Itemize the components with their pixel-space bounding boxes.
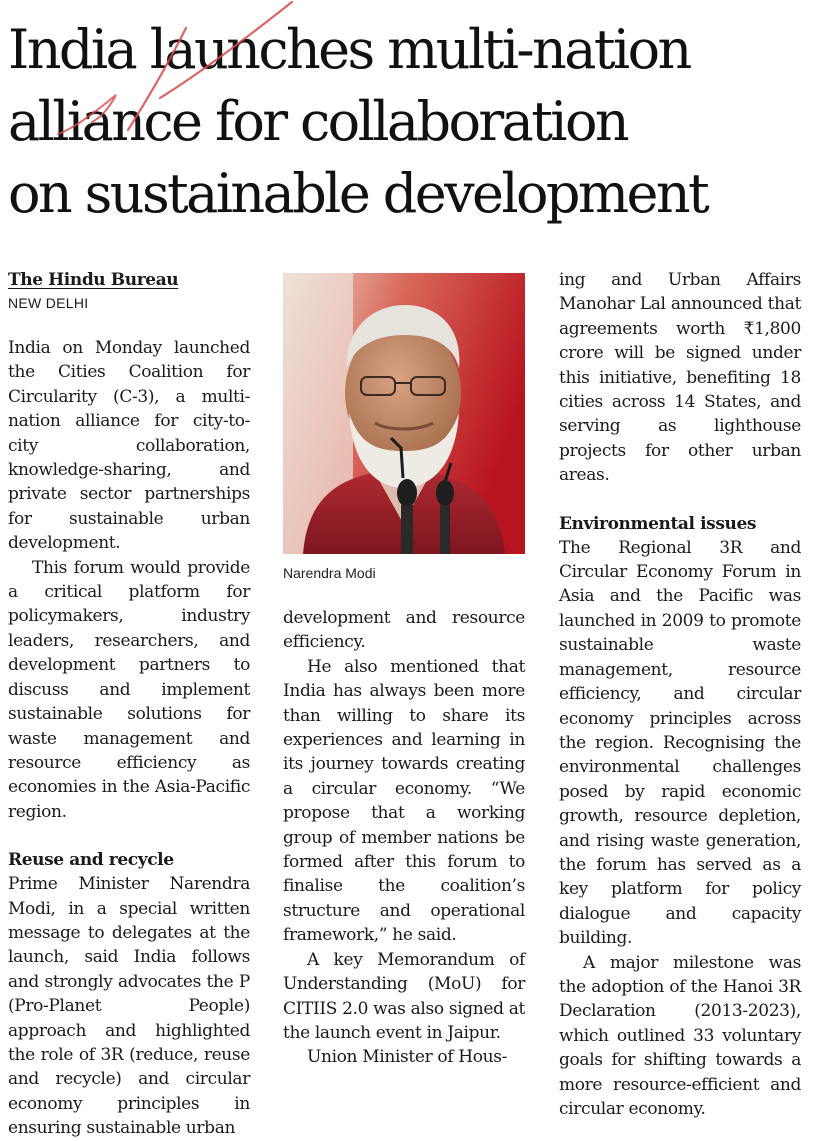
paragraph: A major milestone was the adoption of the Hanoi 3R Declaration (2013-2023), which outlined 33 voluntary goals for shifting towards a more resource-efficient and circular economy. bbox=[559, 952, 801, 1119]
paragraph: A key Memorandum of Understanding (MoU) for CITIIS 2.0 was also signed at the launch event in Jaipur. bbox=[283, 949, 525, 1043]
headline-line-1: India launches multi-nation bbox=[8, 18, 690, 81]
paragraph: development and resource efficiency. bbox=[283, 608, 525, 653]
paragraph: He also mentioned that India has always been more than willing to share its experiences and learning in its journey towards creating a circular economy. “We propose that a working group of member nations be formed after this forum to finalise the coalition’s structure and operational framework,” he said. bbox=[283, 656, 525, 946]
article-column-1 bbox=[8, 268, 250, 1141]
subhead-environment: Environmental issues bbox=[559, 513, 757, 534]
photo-narendra-modi bbox=[283, 273, 525, 554]
byline: The Hindu Bureau bbox=[8, 270, 179, 290]
subhead-reuse: Reuse and recycle bbox=[8, 850, 174, 871]
headline-line-2: alliance for collaboration bbox=[8, 90, 628, 153]
article-column-3 bbox=[559, 268, 801, 1121]
headline-line-3: on sustainable development bbox=[8, 162, 708, 225]
article-column-2 bbox=[283, 606, 525, 1070]
paragraph: ing and Urban Affairs Manohar Lal announced that agreements worth ₹1,800 crore will be signed under this initiative, benefiting 18 cities across 14 States, and serving as lighthouse projects for other urban areas. bbox=[559, 270, 801, 486]
photo-caption: Narendra Modi bbox=[283, 565, 376, 581]
paragraph: India on Monday launched the Cities Coalition for Circularity (C-3), a multi-nation alliance for city-to-city collaboration, knowledge-sharing, and private sector partnerships for sustainable urban development. bbox=[8, 338, 250, 554]
paragraph: This forum would provide a critical platform for policymakers, industry leaders, researchers, and development partners to discuss and implement sustainable solutions for waste management and resource efficiency as economies in the Asia-Pacific region. bbox=[8, 557, 250, 822]
headline bbox=[8, 14, 808, 230]
portrait-image bbox=[283, 273, 525, 554]
paragraph: Union Minister of Hous- bbox=[307, 1047, 508, 1068]
dateline: NEW DELHI bbox=[8, 295, 89, 311]
paragraph: Prime Minister Narendra Modi, in a special written message to delegates at the launch, said India follows and strongly advocates the P (Pro-Planet People) approach and highlighted the role of 3R (reduce, reuse and recycle) and circular economy principles in ensuring sustainable urban bbox=[8, 874, 250, 1139]
paragraph: The Regional 3R and Circular Economy Forum in Asia and the Pacific was launched in 2009 to promote sustainable waste management, resource efficiency, and circular economy principles across the region. Recognising the environmental challenges posed by rapid economic growth, resource depletion, and rising waste generation, the forum has served as a key platform for policy dialogue and capacity building. bbox=[559, 537, 801, 949]
